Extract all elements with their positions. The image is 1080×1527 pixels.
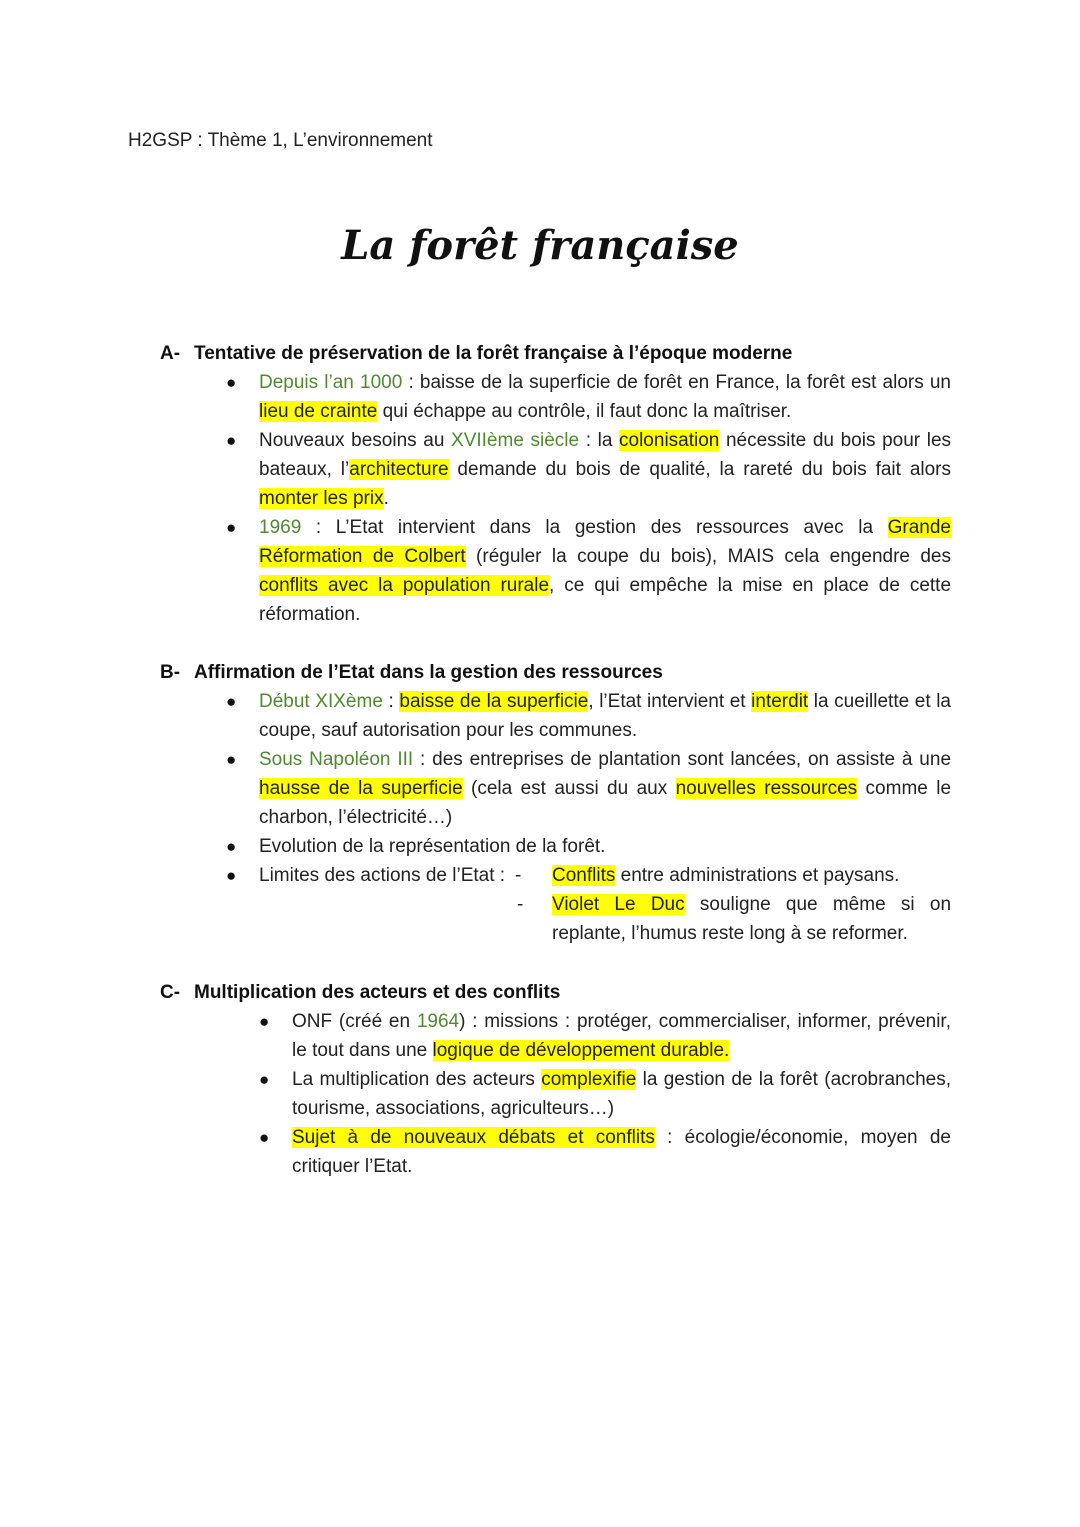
item-text: qui échappe au contrôle, il faut donc la maîtriser. [377,401,792,422]
bullet-icon: ● [259,1128,270,1147]
date-label: Sous Napoléon III [259,749,414,770]
list-item [226,368,952,426]
highlight: monter les prix [259,488,384,509]
bullet-icon: ● [259,1070,270,1089]
highlight: lieu de crainte [259,401,378,422]
list-item [259,1123,951,1181]
item-text: entre administrations et paysans. [615,865,900,886]
item-text: souligne que même si on replante, l’humus reste long à se reformer. [552,894,952,944]
section-c [160,978,960,1181]
highlight: architecture [349,459,449,480]
date-label: XVIIème siècle [451,430,580,451]
highlight: logique de développement durable. [432,1040,730,1061]
bullet-icon: ● [226,692,237,711]
highlight: conflits avec la population rurale [259,575,550,596]
item-text: Evolution de la représentation de la forêt. [259,836,606,857]
item-text: , l’Etat intervient et [588,691,752,712]
item-text: comme le charbon, l’électricité…) [259,778,952,828]
highlight: baisse de la superficie [399,691,589,712]
item-text: ONF (créé en [292,1011,417,1032]
bullet-icon: ● [226,750,237,769]
list-item-limits [226,861,952,948]
page-title: La forêt française [341,222,739,269]
item-text: ) : missions : protéger, commercialiser, informer, prévenir, le tout dans une [292,1011,951,1061]
highlight: Conflits [552,865,616,886]
section-b-title: Affirmation de l’Etat dans la gestion des ressources [194,662,663,683]
bullet-icon: ● [226,373,237,392]
section-b [160,658,960,948]
highlight: interdit [751,691,809,712]
sub-item-1 [552,861,899,890]
section-b-heading [160,658,960,687]
sub-row [259,890,951,948]
item-text: la cueillette et la coupe, sauf autorisation pour les communes. [259,691,951,741]
list-item [226,832,951,861]
section-a-letter: A- [160,343,181,364]
item-text: : des entreprises de plantation sont lancées, on assiste à une [413,749,952,770]
item-text: : L’Etat intervient dans la gestion des ressources avec la [301,517,888,538]
list-item [226,426,952,513]
highlight: colonisation [619,430,720,451]
item-text: : baisse de la superficie de forêt en France, la forêt est alors un [402,372,952,393]
highlight: Violet Le Duc [552,894,685,915]
item-text: : la [579,430,620,451]
date-label: 1969 [259,517,302,538]
document-header: H2GSP : Thème 1, L’environnement [128,130,433,151]
section-c-title: Multiplication des acteurs et des conflits [194,982,561,1003]
date-label: Début XIXème [259,691,383,712]
bullet-icon: ● [226,518,237,537]
item-text: Nouveaux besoins au [259,430,452,451]
section-a [160,339,960,629]
list-item [226,513,952,629]
sub-row [259,861,951,890]
item-text: demande du bois de qualité, la rareté du bois fait alors [448,459,952,480]
highlight: Sujet à de nouveaux débats et conflits [292,1127,655,1148]
highlight: Grande Réformation de Colbert [259,517,951,567]
item-text: nécessite du bois pour les bateaux, l’ [259,430,952,480]
list-item [226,687,951,745]
item-text: , ce qui empêche la mise en place de cette réformation. [259,575,952,625]
section-c-heading [160,978,960,1007]
item-text: La multiplication des acteurs [292,1069,542,1090]
section-a-title: Tentative de préservation de la forêt française à l’époque moderne [194,343,793,364]
highlight: hausse de la superficie [259,778,463,799]
sub-item-2 [552,890,951,948]
highlight: nouvelles ressources [675,778,858,799]
highlight: complexifie [541,1069,637,1090]
bullet-icon: ● [226,837,237,856]
section-a-heading [160,339,960,368]
item-text: : écologie/économie, moyen de critiquer l’Etat. [292,1127,951,1177]
bullet-icon: ● [259,1012,270,1031]
item-text: la gestion de la forêt (acrobranches, tourisme, associations, agriculteurs…) [292,1069,951,1119]
bullet-icon: ● [226,431,237,450]
bullet-icon: ● [226,866,237,885]
section-c-letter: C- [160,982,181,1003]
item-text: (cela est aussi du aux [462,778,676,799]
section-b-letter: B- [160,662,181,683]
item-text: (réguler la coupe du bois), MAIS cela engendre des [465,546,951,567]
date-label: 1964 [416,1011,460,1032]
item-text: : [382,691,400,712]
item-text: . [383,488,389,509]
date-label: Depuis l’an 1000 [259,372,403,393]
dash-marker: - [515,865,522,886]
list-item [226,745,952,832]
dash-marker: - [517,894,524,915]
item-text: Limites des actions de l’Etat : [259,865,506,886]
list-item [259,1065,951,1123]
list-item [259,1007,951,1065]
